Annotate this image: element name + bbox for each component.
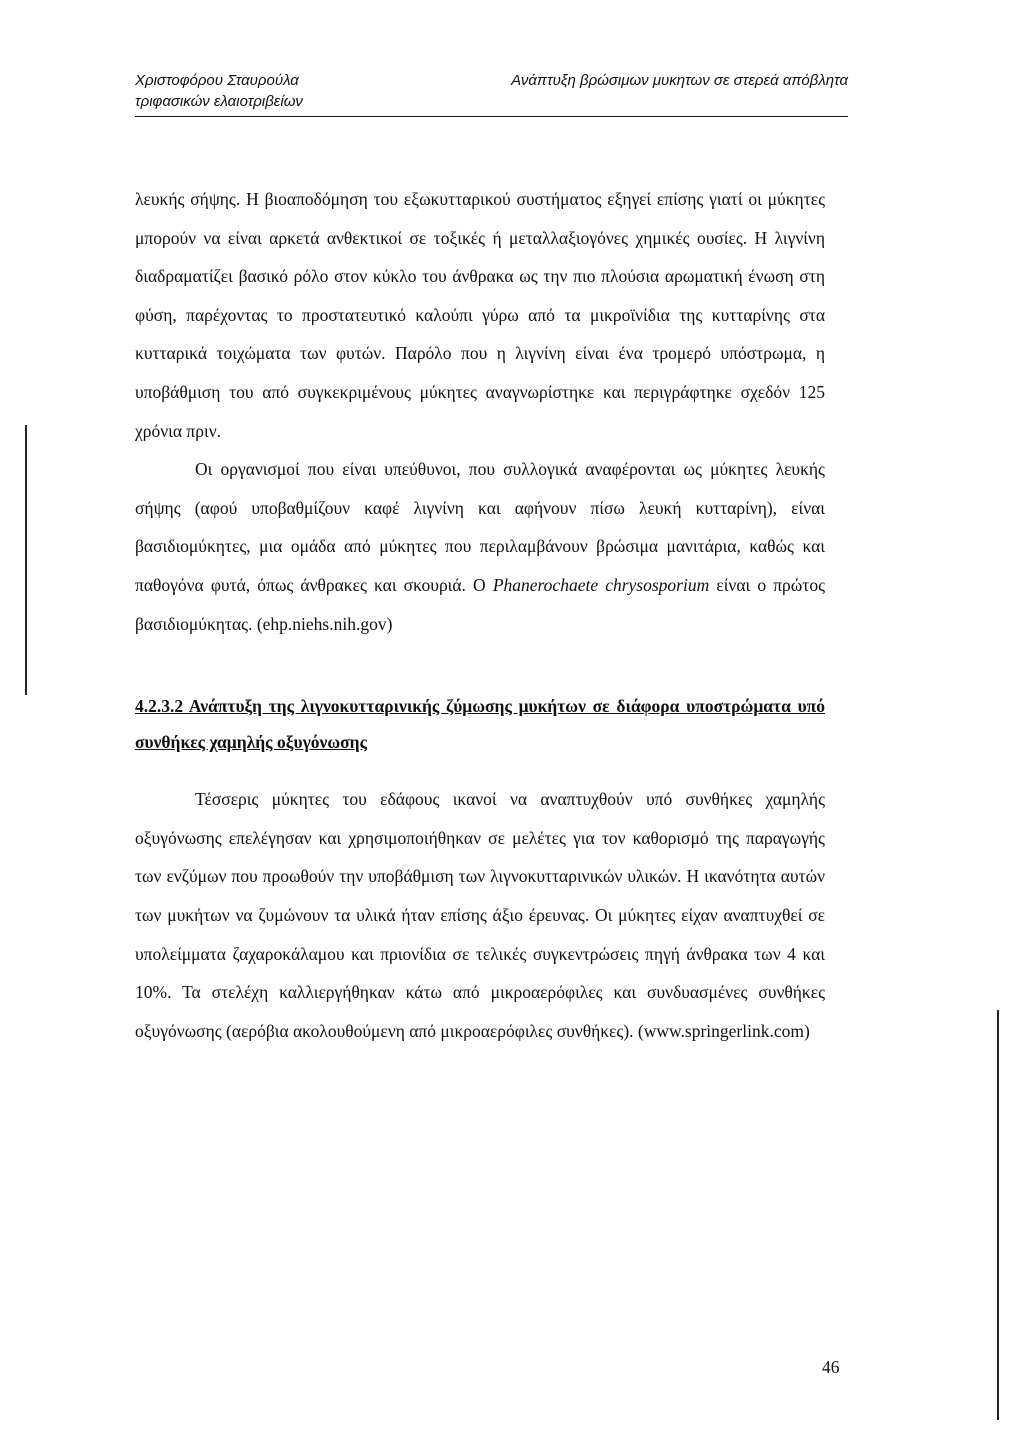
section-gap xyxy=(135,643,825,688)
header-title-line2: τριφασικών ελαιοτριβείων xyxy=(135,93,303,110)
species-name: Phanerochaete chrysosporium xyxy=(492,574,710,595)
header-title-line1: Ανάπτυξη βρώσιμων μυκητων σε στερεά απόβλητα xyxy=(511,72,848,89)
page-header xyxy=(135,70,848,117)
paragraph-2-end: είναι ο πρώτος βασιδιομύκητας. (ehp.niehs.nih.gov) xyxy=(135,574,825,634)
scan-artifact-right xyxy=(997,1010,999,1420)
paragraph-2 xyxy=(135,450,825,643)
header-author: Χριστοφόρου Σταυρούλα xyxy=(135,72,299,89)
paragraph-2-start: Οι οργανισμοί που είναι υπεύθυνοι, που συλλογικά αναφέρονται ως μύκητες λευκής σήψης (αφού υποβαθμίζουν καφέ λιγνίνη και αφήνουν πίσω λευκή κυτταρίνη), είναι βασιδιομύκητες, μια ομάδα από μύκητες που περιλαμβάνουν βρώσιμα μανιτάρια, καθώς και παθογόνα φυτά, όπως άνθρακες και σκουριά. Ο xyxy=(135,459,825,595)
scan-artifact-left xyxy=(25,425,27,695)
page-body xyxy=(135,180,825,1050)
paragraph-1: λευκής σήψης. Η βιοαποδόμηση του εξωκυτταρικού συστήματος εξηγεί επίσης γιατί οι μύκητες μπορούν να είναι αρκετά ανθεκτικοί σε τοξικές ή μεταλλαξιογόνες χημικές ουσίες. Η λιγνίνη διαδραματίζει βασικό ρόλο στον κύκλο του άνθρακα ως την πιο πλούσια αρωματική ένωση στη φύση, παρέχοντας το προστατευτικό καλούπι γύρω από τα μικροϊνίδια της κυτταρίνης στα κυτταρικά τοιχώματα των φυτών. Παρόλο που η λιγνίνη είναι ένα τρομερό υπόστρωμα, η υποβάθμιση του από συγκεκριμένους μύκητες αναγνωρίστηκε και περιγράφτηκε σχεδόν 125 χρόνια πριν. xyxy=(135,189,825,441)
page-number: 46 xyxy=(822,1357,840,1377)
paragraph-3: Τέσσερις μύκητες του εδάφους ικανοί να αναπτυχθούν υπό συνθήκες χαμηλής οξυγόνωσης επελέγησαν και χρησιμοποιήθηκαν σε μελέτες για τον καθορισμό της παραγωγής των ενζύμων που προωθούν την υποβάθμιση των λιγνοκυτταρινικών υλικών. Η ικανότητα αυτών των μυκήτων να ζυμώνουν τα υλικά ήταν επίσης άξιο έρευνας. Οι μύκητες είχαν αναπτυχθεί σε υπολείμματα ζαχαροκάλαμου και πριονίδια σε τελικές συγκεντρώσεις πηγή άνθρακα των 4 και 10%. Τα στελέχη καλλιεργήθηκαν κάτω από μικροαερόφιλες και συνδυασμένες συνθήκες οξυγόνωσης (αερόβια ακολουθούμενη από μικροαερόφιλες συνθήκες). (www.springerlink.com) xyxy=(135,789,825,1041)
section-heading: 4.2.3.2 Ανάπτυξη της λιγνοκυτταρινικής ζύμωσης μυκήτων σε διάφορα υποστρώματα υπό συνθήκες χαμηλής οξυγόνωσης xyxy=(135,696,825,753)
